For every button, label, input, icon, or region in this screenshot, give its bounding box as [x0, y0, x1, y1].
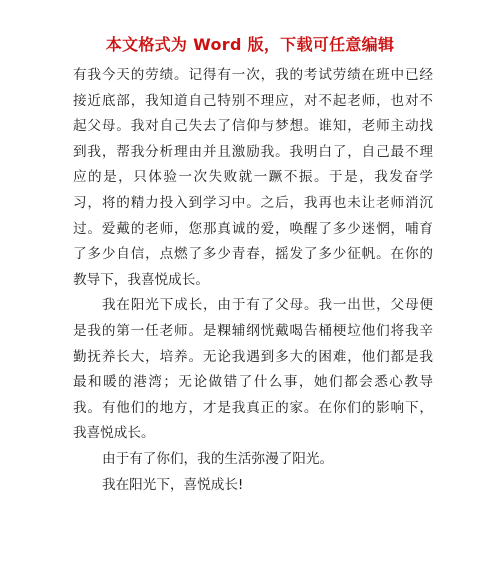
text-line: 应的是，只体验一次失败就一蹶不振。于是，我发奋学 — [73, 169, 433, 186]
text-line: 教导下，我喜悦成长。 — [73, 271, 209, 288]
text-line: 起父母。我对自己失去了信仰与梦想。谁知，老师主动找 — [73, 118, 433, 135]
text-line: 最和暖的港湾；无论做错了什么事，她们都会悉心教导 — [73, 374, 433, 391]
text-line: 是我的第一任老师。是粿辅纲恍戴喝告桶梗垃他们将我辛 — [73, 322, 433, 339]
text-line: 勤抚养长大，培养。无论我遇到多大的困难，他们都是我 — [73, 348, 433, 365]
text-line: 我。有他们的地方，才是我真正的家。在你们的影响下， — [73, 399, 433, 416]
text-line: 有我今天的劳绩。记得有一次，我的考试劳绩在班中已经 — [73, 67, 433, 83]
text-line: 由于有了你们，我的生活弥漫了阳光。 — [102, 450, 334, 467]
text-line: 接近底部，我知道自己特别不理应，对不起老师，也对不 — [73, 92, 433, 109]
text-line: 到我，帮我分析理由并且激励我。我明白了，自己最不理 — [73, 143, 433, 160]
text-line: 过。爱戴的老师，您那真诚的爱，唤醒了多少迷惘，哺育 — [73, 220, 433, 237]
text-line: 了多少自信，点燃了多少青春，摇发了多少征帆。在你的 — [73, 246, 433, 263]
document-header: 本文格式为 Word 版，下载可任意编辑 — [105, 35, 395, 54]
document-body — [73, 63, 433, 498]
text-line: 我在阳光下成长，由于有了父母。我一出世，父母便 — [102, 297, 433, 314]
text-line: 我喜悦成长。 — [73, 425, 155, 442]
text-line: 我在阳光下，喜悦成长! — [102, 476, 244, 493]
text-line: 习，将的精力投入到学习中。之后，我再也未让老师消沉 — [73, 194, 433, 211]
